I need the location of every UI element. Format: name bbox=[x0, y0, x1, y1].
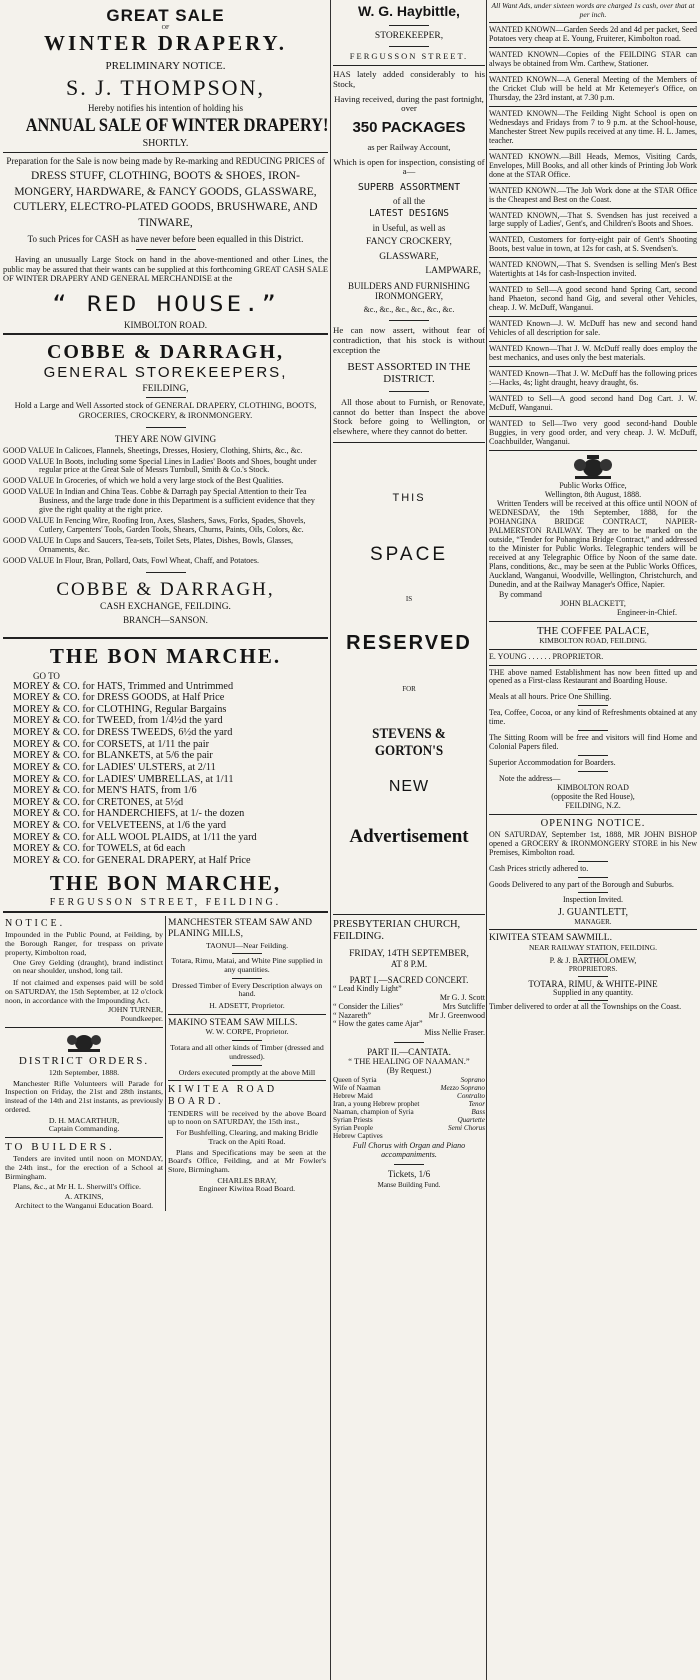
ksm-delivered: Timber delivered to order at all the Townships on the Coast. bbox=[489, 1002, 682, 1012]
kiwitea-role: Engineer Kiwitea Road Board. bbox=[198, 1184, 296, 1194]
morey-item: MOREY & CO. for CORSETS, at 1/11 the pair bbox=[13, 738, 210, 750]
pw-by: By command bbox=[499, 590, 542, 599]
want-ad bbox=[489, 153, 697, 180]
morey-item: MOREY & CO. for GENERAL DRAPERY, at Half Price bbox=[13, 854, 251, 866]
cd-exchange: CASH EXCHANGE, FEILDING. bbox=[100, 602, 231, 613]
ksm-near: NEAR RAILWAY STATION, FEILDING. bbox=[528, 943, 658, 953]
value-item: GOOD VALUE In Fencing Wire, Roofing Iron, Axes, Slashers, Saws, Forks, Spades, Shovels, Cutlery, Carpenters' Tools, Garden Tools, Shears, Churns, Paints, Oils, Colors, &c. bbox=[3, 516, 306, 535]
haybittle-ad bbox=[333, 4, 485, 436]
kiwitea-plans: Plans and Specifications may be seen at the Board's Office, Feilding, and at Mr Fowler's Store, Birmingham. bbox=[168, 1147, 326, 1175]
cast-role: Iran, a young Hebrew prophet bbox=[333, 1100, 420, 1109]
notice-body: Impounded in the Public Pound, at Feilding, by the Borough Ranger, for trespass on private property, Kimbolton road, bbox=[5, 930, 163, 957]
cast-row bbox=[333, 1076, 485, 1084]
haybittle-open: Which is open for inspection, consisting of a— bbox=[333, 156, 485, 177]
pres-cast bbox=[333, 1076, 485, 1141]
ksm-head: KIWITEA STEAM SAWMILL. bbox=[489, 933, 612, 944]
notice-ad bbox=[5, 918, 163, 1023]
hay-build: BUILDERS AND FURNISHING IRONMONGERY, bbox=[347, 281, 470, 302]
makino-head: MAKINO STEAM SAW MILLS. bbox=[168, 1017, 298, 1028]
builders-head: TO BUILDERS. bbox=[5, 1141, 115, 1153]
haybittle-name: W. G. Haybittle, bbox=[358, 3, 460, 19]
column-middle bbox=[333, 2, 485, 1678]
on-sig: J. GUANTLETT, bbox=[557, 907, 629, 919]
pw-role: Engineer-in-Chief. bbox=[616, 607, 677, 617]
value-item: GOOD VALUE In Flour, Bran, Pollard, Oats, Fowl Wheat, Chaff, and Potatoes. bbox=[3, 556, 259, 566]
cd-town: FEILDING, bbox=[142, 383, 189, 394]
msaw-place: TAONUI—Near Feilding. bbox=[205, 940, 289, 950]
want-ad bbox=[489, 395, 697, 413]
song-performer: Mr J. Greenwood bbox=[428, 1010, 485, 1020]
want-ad-text: WANTED KNOWN—Garden Seeds 2d and 4d per packet, Seed Potatoes very cheap at E. Young, Fruiterer, Kimbolton road. bbox=[489, 25, 697, 44]
cp-superior: Superior Accommodation for Boarders. bbox=[489, 758, 616, 768]
pres-tickets: Tickets, 1/6 bbox=[387, 1169, 431, 1180]
cp-kimbolton: KIMBOLTON ROAD bbox=[557, 783, 629, 793]
cast-row bbox=[333, 1092, 485, 1100]
thompson-name: S. J. THOMPSON, bbox=[66, 75, 265, 101]
shortly-label: SHORTLY. bbox=[142, 138, 189, 150]
on-role: MANAGER. bbox=[574, 917, 612, 926]
space-advertisement: Advertisement bbox=[349, 826, 469, 848]
pres-cantata: “ THE HEALING OF NAAMAN.” bbox=[348, 1056, 470, 1067]
space-new: NEW bbox=[388, 778, 430, 796]
msaw-sig: H. ADSETT, Proprietor. bbox=[209, 1001, 285, 1011]
hay-lamp: LAMPWARE, bbox=[425, 266, 481, 277]
want-ad-text: WANTED KNOWN,—That S. Svendsen is selling Men's Best Watertights at 14s for cash-Inspection invited. bbox=[489, 260, 697, 279]
morey-item: MOREY & CO. for TOWELS, at 6d each bbox=[13, 843, 186, 855]
column-right bbox=[489, 2, 697, 1678]
cp-town: FEILDING, N.Z. bbox=[565, 801, 621, 810]
cd-value-list bbox=[3, 447, 328, 566]
on-body: ON SATURDAY, September 1st, 1888, MR JOHN BISHOP opened a GROCERY & IRONMONGERY STORE in his New Premises, Kimbolton road. bbox=[489, 829, 697, 857]
want-ad-text: WANTED KNOWN—A General Meeting of the Members of the Cricket Club will be held at Mr Ketemeyer's Office, on Thursday, the 23rd instant, at 7.30 p.m. bbox=[489, 75, 697, 102]
hay-assert: He can now assert, without fear of contradiction, that his stock is without exception the bbox=[333, 325, 485, 355]
goods-list: DRESS STUFF, CLOTHING, BOOTS & SHOES, IRON-MONGERY, HARDWARE, & FANCY GOODS, GLASSWARE, CUTLERY, ELECTRO-PLATED GOODS, BRUSHWARE, AND TINWARE, bbox=[13, 170, 318, 229]
on-goods: Goods Delivered to any part of the Borough and Suburbs. bbox=[489, 879, 674, 889]
morey-item: MOREY & CO. for CLOTHING, Regular Bargains bbox=[13, 703, 227, 715]
value-item: GOOD VALUE In Indian and China Teas. Cobbe & Darragh pay Special Attention to their Tea Business, and the large trade done in this Department is a sufficient evidence that they give the right quality at the right price. bbox=[3, 487, 315, 515]
want-ad-text: WANTED, Customers for forty-eight pair of Gent's Shooting Boots, best value in town, at 12s for cash, at S. Svendsen's. bbox=[489, 235, 697, 254]
song-performer: Mrs Sutcliffe bbox=[442, 1001, 485, 1011]
presbyterian-ad bbox=[333, 919, 485, 1190]
morey-item: MOREY & CO. for LADIES' UMBRELLAS, at 1/11 bbox=[13, 773, 234, 785]
pres-head: PRESBYTERIAN CHURCH, FEILDING. bbox=[333, 919, 461, 943]
notice-sold: If not claimed and expenses paid will be sold on SATURDAY, the 15th September, at 12 o'clock noon, in accordance with the Impounding Act. bbox=[5, 978, 163, 1005]
small-ads-right bbox=[166, 916, 328, 1210]
morey-item: MOREY & CO. for TWEED, from 1/4½d the yard bbox=[13, 715, 223, 727]
cp-meals: Meals at all hours. Price One Shilling. bbox=[489, 692, 612, 702]
cp-tea: Tea, Coffee, Cocoa, or any kind of Refreshments obtained at any time. bbox=[489, 708, 697, 727]
pres-full-chorus: Full Chorus with Organ and Piano accompaniments. bbox=[352, 1141, 466, 1160]
morey-item: MOREY & CO. for MEN'S HATS, from 1/6 bbox=[13, 785, 197, 797]
pw-office: Public Works Office, bbox=[559, 480, 627, 490]
hereby-text: Hereby notifies his intention of holding his bbox=[88, 102, 243, 113]
cp-note: Note the address— bbox=[499, 774, 561, 784]
hay-useful: in Useful, as well as bbox=[372, 223, 446, 234]
song-row bbox=[333, 1020, 485, 1038]
makino-timber: Totara and all other kinds of Timber (dressed and undressed). bbox=[170, 1043, 324, 1061]
hay-glass: GLASSWARE, bbox=[379, 251, 439, 262]
preliminary-notice: PRELIMINARY NOTICE. bbox=[105, 59, 226, 72]
cast-voice: Mezzo Soprano bbox=[440, 1083, 485, 1092]
column-rule-1 bbox=[330, 0, 331, 1680]
kiwitea-sig: CHARLES BRAY, bbox=[217, 1175, 277, 1185]
cp-opposite: (opposite the Red House), bbox=[551, 792, 635, 802]
red-house-title: “ RED HOUSE.” bbox=[52, 291, 279, 317]
builders-plans: Plans, &c., at Mr H. L. Sherwill's Office. bbox=[13, 1182, 141, 1192]
small-ads-row bbox=[3, 916, 328, 1210]
pres-part-2: PART II.—CANTATA. bbox=[367, 1047, 451, 1058]
notice-head: NOTICE. bbox=[5, 918, 66, 930]
packages-title: 350 PACKAGES bbox=[352, 119, 466, 137]
song-row bbox=[333, 985, 485, 1003]
want-ad-text: WANTED KNOWN.—The Job Work done at the STAR Office is the Cheapest and Best on the Coast. bbox=[489, 185, 697, 204]
bon-marche-ad bbox=[3, 645, 328, 908]
value-item: GOOD VALUE In Calicoes, Flannels, Sheetings, Dresses, Hosiery, Clothing, Shirts, &c., &c. bbox=[3, 445, 303, 455]
want-ad-text: WANTED to Sell—A good second hand Spring Cart, second hand Phaeton, second hand Gig, and several other Vehicles, cheap. J. W. McDuff, Wanganui. bbox=[489, 285, 697, 313]
pres-fund: Manse Building Fund. bbox=[377, 1181, 441, 1190]
cast-role: Syrian Priests bbox=[333, 1116, 373, 1125]
cd-title: COBBE & DARRAGH, bbox=[46, 340, 284, 363]
public-works-ad bbox=[489, 482, 697, 618]
pres-date: FRIDAY, 14TH SEPTEMBER, bbox=[349, 948, 469, 959]
cp-road: KIMBOLTON ROAD, FEILDING. bbox=[539, 636, 647, 646]
want-ad-text: WANTED KNOWN—Copies of the FEILDING STAR can always be obtained from Wm. Carthew, Stationer. bbox=[489, 50, 697, 69]
want-ad bbox=[489, 370, 697, 388]
song-performer: Miss Nellie Fraser. bbox=[424, 1028, 485, 1038]
want-ad bbox=[489, 187, 697, 205]
cp-prop: E. YOUNG . . . . . . PROPRIETOR. bbox=[489, 651, 604, 661]
value-item: GOOD VALUE In Cups and Saucers, Tea-sets, Toilet Sets, Plates, Dishes, Bowls, Glasses, Ornaments, &c. bbox=[3, 536, 294, 555]
want-ad-text: WANTED Known—J. W. McDuff has new and second hand Vehicles of all description for sale. bbox=[489, 319, 697, 338]
kiwitea-body: TENDERS will be received by the above Board up to noon on SATURDAY, the 15th inst., bbox=[168, 1108, 326, 1127]
song-title: “ Lead Kindly Light” bbox=[333, 983, 402, 993]
cast-role: Wife of Naaman bbox=[333, 1083, 381, 1092]
of-label: OF bbox=[161, 25, 170, 32]
want-ad bbox=[489, 420, 697, 447]
haybittle-rail: as per Railway Account, bbox=[367, 141, 451, 152]
royal-arms-icon bbox=[571, 454, 615, 480]
cast-voice: Quartette bbox=[457, 1116, 485, 1125]
cast-row bbox=[333, 1084, 485, 1092]
cast-role: Naaman, champion of Syria bbox=[333, 1108, 414, 1117]
want-ad bbox=[489, 286, 697, 313]
pw-date: Wellington, 8th August, 1888. bbox=[544, 489, 642, 499]
cast-role: Syrian People bbox=[333, 1124, 374, 1133]
want-ad-text: WANTED Known—That J. W. McDuff really does employ the best mechanics, and uses only the best materials. bbox=[489, 343, 697, 362]
road-text: KIMBOLTON ROAD. bbox=[123, 319, 207, 330]
song-title: “ Consider the Lilies” bbox=[333, 1001, 403, 1011]
notice-one: One Grey Gelding (draught), brand indistinct on near shoulder, unshod, long tail. bbox=[13, 957, 163, 976]
cast-voice: Soprano bbox=[460, 1075, 485, 1084]
want-ad bbox=[489, 345, 697, 363]
cast-role: Hebrew Captives bbox=[333, 1132, 383, 1141]
want-ad-text: WANTED to Sell—A good second hand Dog Cart. J. W. McDuff, Wanganui. bbox=[489, 393, 697, 412]
reserved-space-ad bbox=[333, 446, 485, 911]
morey-item: MOREY & CO. for ALL WOOL PLAIDS, at 1/11 the yard bbox=[13, 831, 257, 843]
value-item: GOOD VALUE In Groceries, of which we hold a very large stock of the Best Qualities. bbox=[3, 476, 284, 486]
winter-drapery-title: WINTER DRAPERY. bbox=[43, 30, 287, 55]
want-ad bbox=[489, 320, 697, 338]
cast-row bbox=[333, 1108, 485, 1116]
pw-sig: JOHN BLACKETT, bbox=[560, 598, 626, 608]
space-space: SPACE bbox=[369, 544, 448, 566]
cast-row bbox=[333, 1100, 485, 1108]
want-ad bbox=[489, 51, 697, 69]
cd-hold: Hold a Large and Well Assorted stock of GENERAL DRAPERY, CLOTHING, BOOTS, GROCERIES, CROCKERY, & IRONMONGERY. bbox=[14, 400, 317, 420]
cd-title-2: COBBE & DARRAGH, bbox=[56, 579, 275, 601]
ksm-supplied: Supplied in any quantity. bbox=[553, 988, 633, 998]
prep-text: Preparation for the Sale is now being made by Re-marking and REDUCING PRICES of bbox=[6, 156, 325, 167]
district-head: DISTRICT ORDERS. bbox=[18, 1054, 150, 1067]
pres-part-1: PART I.—SACRED CONCERT. bbox=[349, 974, 469, 985]
superb-assortment: SUPERB ASSORTMENT bbox=[357, 182, 461, 194]
morey-item: MOREY & CO. for BLANKETS, at 5/6 the pair bbox=[13, 750, 213, 762]
builders-role: Architect to the Wanganui Education Board. bbox=[14, 1200, 154, 1210]
morey-item: MOREY & CO. for CRETONES, at 5½d bbox=[13, 796, 184, 808]
stevens-gorton: STEVENS & GORTON'S bbox=[372, 726, 446, 759]
cast-row bbox=[333, 1132, 485, 1140]
song-title: “ How the gates came Ajar” bbox=[333, 1019, 423, 1029]
pw-body: Written Tenders will be received at this office until NOON of WEDNESDAY, the 19th September, 1888, for the POHANGINA BRIDGE CONTRACT, NAPIER-PALMERSTON RAILWAY. They are to be marked on the outside, “Tender for Pohangina Bridge Contract,” and addressed to the Minister for Public Works. Telegraphic tenders will be received at any Telegraphic Office by Noon of the same date. Plans, conditions, &c., may be seen at the Public Works Offices, Auckland, Wanganui, Woodville, Wellington, Christchurch, and Dunedin, and at the Railway Manager's Office, Napier. bbox=[489, 499, 697, 590]
on-inspection: Inspection Invited. bbox=[563, 895, 623, 905]
cd-branch: BRANCH—SANSON. bbox=[123, 614, 208, 625]
morey-item: MOREY & CO. for DRESS GOODS, at Half Price bbox=[13, 692, 225, 704]
cd-general-storekeepers: GENERAL STOREKEEPERS, bbox=[43, 364, 288, 382]
want-ad-text: WANTED KNOWN.—Bill Heads, Memos, Visiting Cards, Envelopes, Mill Books, and all other kinds of Printing Job Work done at the STAR Office. bbox=[489, 151, 697, 179]
song-performer: Mr G. J. Scott bbox=[439, 992, 485, 1002]
song-title: “ Nazareth” bbox=[333, 1010, 371, 1020]
go-to-label: GO TO bbox=[33, 670, 60, 681]
hay-furnish: All those about to Furnish, or Renovate, cannot do better than Inspect the above Stock before going to Wellington, or elsewhere, where they cannot do better. bbox=[333, 397, 485, 436]
column-left bbox=[3, 2, 328, 1678]
coffee-palace-ad bbox=[489, 625, 697, 811]
column-rule-2 bbox=[486, 0, 487, 1680]
bon-marche-street: FERGUSSON STREET, FEILDING. bbox=[49, 897, 282, 909]
cast-role: Queen of Syria bbox=[333, 1075, 377, 1084]
stock-text: Having an unusually Large Stock on hand in the above-mentioned and other Lines, the public may be assured that their wants can be supplied at this forthcoming GREAT CASH SALE OF WINTER DRAPERY AND GENERAL MERCHANDISE at the bbox=[3, 255, 328, 284]
ksm-props: P. & J. BARTHOLOMEW, bbox=[549, 956, 637, 966]
great-sale-title: GREAT SALE bbox=[106, 6, 225, 25]
morey-item: MOREY & CO. for VELVETEENS, at 1/6 the yard bbox=[13, 820, 226, 832]
haybittle-recv: Having received, during the past fortnight, over bbox=[334, 93, 484, 114]
space-for: FOR bbox=[402, 685, 416, 694]
want-ad bbox=[489, 261, 697, 279]
bon-marche-title: THE BON MARCHE. bbox=[49, 643, 282, 668]
cash-text: To such Prices for CASH as have never before been equalled in this District. bbox=[27, 234, 304, 245]
hay-all: of all the bbox=[393, 196, 425, 207]
on-cash: Cash Prices strictly adhered to. bbox=[489, 863, 589, 873]
haybittle-has: HAS lately added considerably to his Stock, bbox=[333, 68, 485, 89]
want-ads-list bbox=[489, 26, 697, 446]
notice-role: Poundkeeper. bbox=[120, 1013, 163, 1023]
want-ad bbox=[489, 26, 697, 44]
want-ad bbox=[489, 76, 697, 103]
opening-notice-ad bbox=[489, 818, 697, 926]
cast-row bbox=[333, 1124, 485, 1132]
space-is: IS bbox=[405, 595, 413, 604]
annual-sale-title: ANNUAL SALE OF WINTER DRAPERY! bbox=[25, 114, 328, 136]
on-head: OPENING NOTICE. bbox=[540, 817, 646, 829]
builders-sig: A. ATKINS, bbox=[64, 1192, 104, 1202]
msaw-dressed: Dressed Timber of Every Description always on hand. bbox=[171, 980, 323, 999]
haybittle-store: STOREKEEPER, bbox=[374, 30, 444, 41]
district-sig: D. H. MACARTHUR, bbox=[48, 1115, 120, 1125]
district-body: Manchester Rifle Volunteers will Parade for Inspection on Friday, the 21st and 28th instants, instead of the 14th and 21st instants, as previously ordered. bbox=[5, 1078, 163, 1114]
value-item: GOOD VALUE In Boots, including some Special Lines in Ladies' Boots and Shoes, bought under regular price at the Great Sale of Messrs Turnbull, Smith & Co.'s Stock. bbox=[3, 456, 317, 475]
morey-item: MOREY & CO. for HANDERCHIEFS, at 1/- the dozen bbox=[13, 808, 245, 820]
district-orders-ad bbox=[5, 1055, 163, 1134]
hay-fancy: FANCY CROCKERY, bbox=[366, 237, 452, 248]
district-role: Captain Commanding. bbox=[48, 1124, 120, 1134]
haybittle-street: FERGUSSON STREET. bbox=[349, 51, 469, 62]
great-sale-ad bbox=[3, 6, 328, 330]
district-date: 12th September, 1888. bbox=[48, 1067, 120, 1077]
morey-item: MOREY & CO. for HATS, Trimmed and Untrimmed bbox=[13, 680, 234, 692]
pres-songs bbox=[333, 985, 485, 1039]
builders-body: Tenders are invited until noon on MONDAY, the 24th inst., for the erection of a School at Birmingham. bbox=[5, 1154, 163, 1181]
want-ad bbox=[489, 212, 697, 230]
msaw-timber: Totara, Rimu, Matai, and White Pine supplied in any quantities. bbox=[171, 956, 323, 974]
cp-sitting: The Sitting Room will be free and visitors will find Home and Colonial Papers filed. bbox=[489, 733, 697, 752]
want-ad bbox=[489, 110, 697, 146]
cp-body: THE above named Establishment has now been fitted up and opened as a First-class Restaurant and Boarding House. bbox=[489, 667, 697, 686]
morey-item: MOREY & CO. for LADIES' ULSTERS, at 2/11 bbox=[13, 761, 216, 773]
cast-voice: Bass bbox=[471, 1108, 485, 1117]
want-ad-text: WANTED Known—That J. W. McDuff has the following prices :—Hacks, 4s; light draught, heavy draught, 6s. bbox=[489, 368, 697, 387]
cd-giving: THEY ARE NOW GIVING bbox=[114, 433, 217, 444]
cp-head: THE COFFEE PALACE, bbox=[536, 624, 650, 637]
makino-ad bbox=[168, 1018, 326, 1078]
cast-voice: Semi Chorus bbox=[448, 1124, 485, 1133]
ksm-timber: TOTARA, RIMU, & WHITE-PINE bbox=[528, 979, 658, 990]
cast-role: Hebrew Maid bbox=[333, 1092, 373, 1101]
pres-time: AT 8 P.M. bbox=[390, 959, 428, 970]
want-ad-text: WANTED to Sell—Two very good second-hand Double Buggies, in very good order, and very cheap. J. W. McDuff, Coachbuilder, Wanganui. bbox=[489, 418, 697, 446]
bon-marche-title-2: THE BON MARCHE, bbox=[49, 870, 282, 895]
cobbe-darragh-ad bbox=[3, 341, 328, 625]
space-reserved: RESERVED bbox=[346, 632, 472, 655]
morey-list bbox=[3, 681, 328, 867]
latest-designs: LATEST DESIGNS bbox=[368, 208, 450, 220]
cast-voice: Tenor bbox=[468, 1100, 485, 1109]
kiwitea-road-ad bbox=[168, 1084, 326, 1194]
cast-voice: Contralto bbox=[457, 1092, 485, 1101]
want-ad-text: WANTED KNOWN,—That S. Svendsen has just received a large supply of Ladies', Gent's, and Children's Boots and Shoes. bbox=[489, 210, 697, 229]
cast-row bbox=[333, 1116, 485, 1124]
ksm-ptitle: PROPRIETORS. bbox=[568, 965, 618, 974]
kiwitea-for: For Bushfelling, Clearing, and making Bridle Track on the Apiti Road. bbox=[176, 1128, 318, 1146]
pres-request: (By Request.) bbox=[386, 1065, 432, 1075]
manchester-saw-ad bbox=[168, 918, 326, 1011]
best-assorted: BEST ASSORTED IN THE DISTRICT. bbox=[347, 360, 471, 385]
to-builders-ad bbox=[5, 1141, 163, 1211]
small-ads-left bbox=[3, 916, 166, 1210]
space-this: THIS bbox=[392, 492, 426, 505]
want-ad bbox=[489, 236, 697, 254]
notice-sig: JOHN TURNER, bbox=[108, 1005, 163, 1015]
makino-prop: W. W. CORPE, Proprietor. bbox=[205, 1027, 289, 1037]
want-ads-header: All Want Ads, under sixteen words are charged 1s cash, over that at per inch. bbox=[491, 2, 695, 19]
kiwitea-sawmill-ad bbox=[489, 933, 697, 1012]
hay-etc: &c., &c., &c., &c., &c., &c. bbox=[363, 305, 455, 315]
msaw-head: MANCHESTER STEAM SAW AND PLANING MILLS, bbox=[168, 918, 312, 939]
morey-item: MOREY & CO. for DRESS TWEEDS, 6½d the yard bbox=[13, 727, 233, 739]
crest-icon bbox=[64, 1031, 104, 1053]
kiwitea-head: KIWITEA ROAD BOARD. bbox=[168, 1084, 278, 1107]
want-ad-text: WANTED KNOWN—The Feilding Night School is open on Wednesdays and Fridays from 7 to 9 p.m. at the School-house, Manchester Street New pupils received at any time. H. L. James, teacher. bbox=[489, 108, 697, 145]
makino-orders: Orders executed promptly at the above Mill bbox=[178, 1067, 316, 1077]
